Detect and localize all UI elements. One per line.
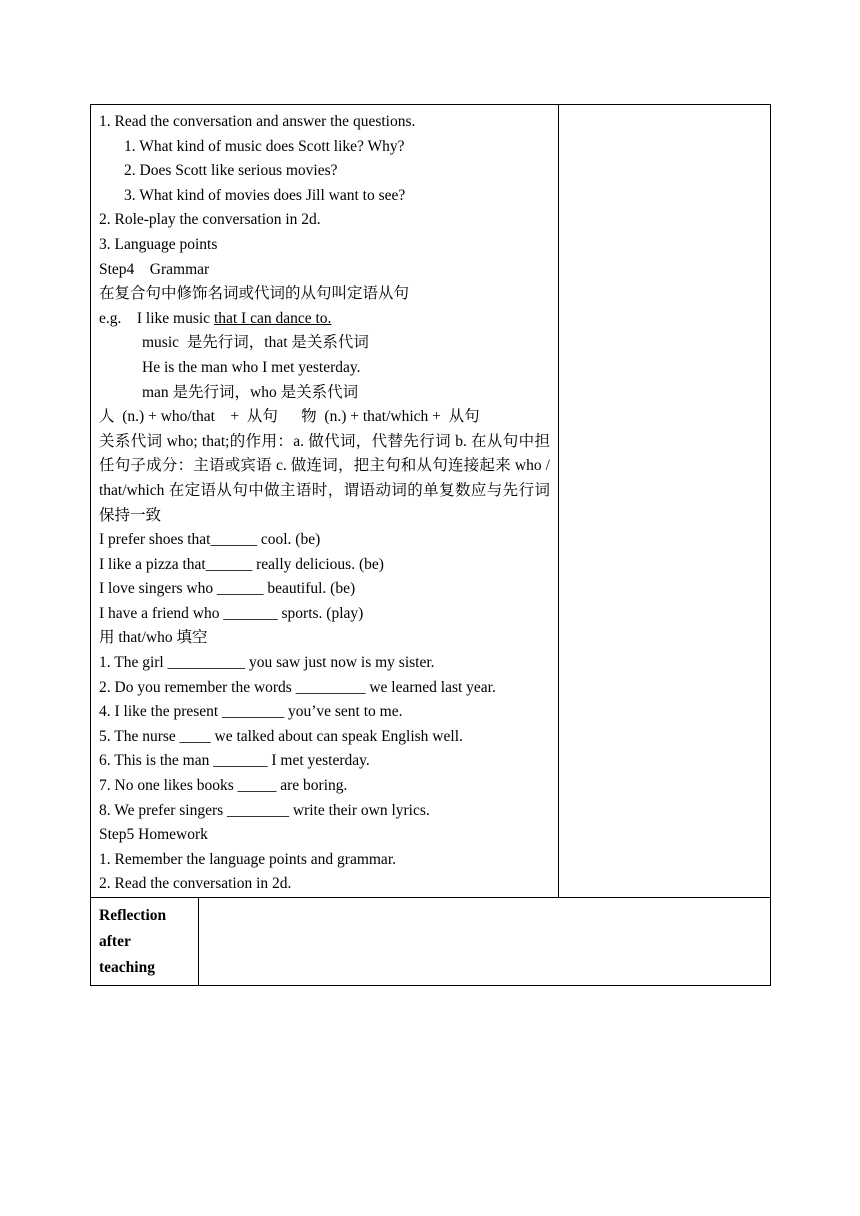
step4-heading: Step4 Grammar: [99, 260, 210, 278]
question-2: 2. Does Scott like serious movies?: [124, 162, 338, 180]
example-note-1: music 是先行词，that 是关系代词: [142, 334, 369, 352]
reflection-label: [91, 898, 199, 986]
exercise-a-4: I have a friend who _______ sports. (play): [99, 604, 364, 622]
example-sentence-2: He is the man who I met yesterday.: [142, 358, 361, 376]
question-1: 1. What kind of music does Scott like? Why?: [124, 137, 405, 155]
exercise-b-5: 5. The nurse ____ we talked about can speak English well.: [99, 727, 463, 745]
task-role-play: 2. Role-play the conversation in 2d.: [99, 211, 321, 229]
procedure-row: [91, 105, 771, 898]
example-note-2: man 是先行词，who 是关系代词: [142, 383, 359, 401]
reflection-label-line1: Reflection: [99, 907, 167, 924]
step5-heading: Step5 Homework: [99, 826, 208, 844]
lesson-plan-table: [90, 104, 771, 986]
example-clause-underlined: that I can dance to.: [213, 309, 332, 327]
example-prefix: e.g. I like music: [99, 309, 214, 327]
example-sentence: [99, 307, 550, 332]
homework-1: 1. Remember the language points and grammar.: [99, 850, 396, 868]
task-read-conversation: 1. Read the conversation and answer the questions.: [99, 113, 416, 130]
homework-2: 2. Read the conversation in 2d.: [99, 875, 292, 893]
exercise-a-2: I like a pizza that______ really delicious. (be): [99, 555, 384, 573]
procedure-cell: [91, 105, 559, 898]
question-3: 3. What kind of movies does Jill want to see?: [124, 186, 406, 204]
relative-pronoun-functions: 关系代词 who; that;的作用：a. 做代词，代替先行词 b. 在从句中担任句子成分：主语或宾语 c. 做连词，把主句和从句连接起来 who / that/which 在定语从句中做主语时，谓语动词的单复数应与先行词保持一致: [99, 432, 550, 524]
exercise-b-2: 2. Do you remember the words _________ we learned last year.: [99, 678, 496, 696]
reflection-label-line3: teaching: [99, 959, 155, 976]
notes-cell: [559, 105, 771, 898]
exercise-b-6: 6. This is the man _______ I met yesterday.: [99, 752, 370, 770]
exercise-b-8: 8. We prefer singers ________ write their own lyrics.: [99, 801, 430, 819]
exercise-b-4: 4. I like the present ________ you’ve sent to me.: [99, 703, 403, 721]
exercise-b-1: 1. The girl __________ you saw just now is my sister.: [99, 654, 435, 672]
exercise-b-7: 7. No one likes books _____ are boring.: [99, 777, 348, 795]
reflection-content-cell: [199, 898, 771, 986]
fill-in-heading: 用 that/who 填空: [99, 629, 208, 647]
exercise-a-1: I prefer shoes that______ cool. (be): [99, 531, 321, 549]
structure-formula: 人 (n.) + who/that + 从句 物 (n.) + that/which + 从句: [99, 408, 480, 426]
reflection-row: [91, 898, 771, 986]
exercise-a-3: I love singers who ______ beautiful. (be): [99, 580, 356, 598]
grammar-definition: 在复合句中修饰名词或代词的从句叫定语从句: [99, 285, 410, 303]
task-language-points: 3. Language points: [99, 235, 218, 253]
reflection-label-line2: after: [99, 933, 131, 950]
